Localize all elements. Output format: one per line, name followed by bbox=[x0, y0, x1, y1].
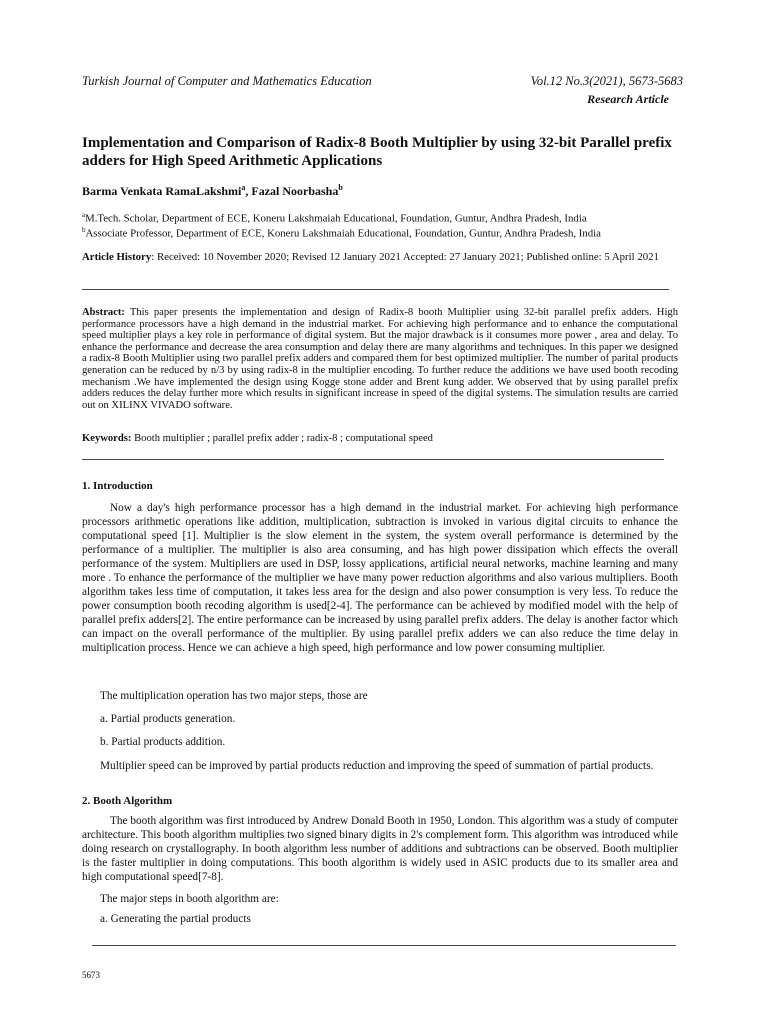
divider bbox=[82, 459, 664, 460]
affiliation-text: Associate Professor, Department of ECE, Koneru Lakshmaiah Educational, Foundation, Guntur, Andhra Pradesh, India bbox=[85, 227, 601, 240]
volume-info: Vol.12 No.3(2021), 5673-5683 bbox=[530, 74, 683, 88]
author-superscript: a bbox=[241, 183, 246, 192]
page-number: 5673 bbox=[82, 970, 100, 980]
paper-title: Implementation and Comparison of Radix-8 Booth Multiplier by using 32-bit Parallel prefix adders for High Speed Arithmetic Applications bbox=[82, 135, 672, 169]
abstract-label: Abstract: bbox=[82, 307, 125, 318]
section-heading: 1. Introduction bbox=[82, 480, 153, 492]
affiliation-marker: b bbox=[82, 226, 86, 234]
list-item: a. Generating the partial products bbox=[100, 913, 251, 925]
paragraph: The multiplication operation has two major steps, those are bbox=[100, 690, 368, 702]
abstract-text: This paper presents the implementation and design of Radix-8 booth Multiplier using 32-bit parallel prefix adders. High performance processors have a high demand in the industrial market. For achieving high performance and to enhance the computational speed multiplier plays a key role in performance of digital system. But the major drawback is it consumes more power , area and delay. To enhance the performance and decrease the area consumption and delay there are many algorithms and techniques. In this paper we designed a radix-8 Booth Multiplier using two parallel prefix adders and compared them for best optimized multiplier. The number of parital products generation can be reduced by n/3 by using radix-8 in the multiplier encoding. To further reduce the additions we have used booth recoding mechanism .We have implemented the design using Kogge stone adder and Brent kung adder. We observed that by using parallel prefix adders reduces the delay further more which results in significant increase in speed of the digital systems. The simulation results are carried out on XILINX VIVADO software. bbox=[82, 307, 678, 411]
paragraph: Now a day's high performance processor has a high demand in the industrial market. For achieving high performance processors arithmetic operations like addition, multiplication, subtraction is invoked in various digital circuits to enhance the computational speed [1]. Multiplier is the slow element in the system, the system overall performance is determined by the performance of a multiplier. The multiplier is also area consuming, and has high power dissipation which effects the overall performance of the system. Multipliers are used in DSP, lossy applications, artificial neural networks, machine learning and many more . To enhance the performance of the multiplier we have many power reduction algorithms and also various multipliers. Booth algorithm takes less time of computation, it takes less area for the design and also power consumption is very less. To reduce the power consumption booth recoding algorithm is used[2-4]. The performance can be achieved by modified model with the help of parallel prefix adders[2]. The entire performance can be increased by using parallel prefix adders. The delay is another factor which can impact on the overall performance of the multiplier. By using parallel prefix adders we can also reduce the time delay in multiplication process. Hence we can achieve a high speed, high performance and low power consuming multiplier. bbox=[82, 502, 678, 654]
journal-name: Turkish Journal of Computer and Mathematics Education bbox=[82, 74, 372, 88]
history-label: Article History bbox=[82, 251, 152, 263]
author-separator: , bbox=[245, 184, 252, 198]
article-history bbox=[82, 251, 678, 263]
author-name: Barma Venkata RamaLakshmi bbox=[82, 184, 242, 198]
divider bbox=[82, 289, 669, 290]
affiliation-text: M.Tech. Scholar, Department of ECE, Koneru Lakshmaiah Educational, Foundation, Guntur, Andhra Pradesh, India bbox=[85, 212, 587, 225]
keywords-text: Booth multiplier ; parallel prefix adder ; radix-8 ; computational speed bbox=[131, 433, 433, 444]
abstract bbox=[82, 307, 678, 411]
history-text: : Received: 10 November 2020; Revised 12 January 2021 Accepted: 27 January 2021; Published online: 5 April 2021 bbox=[151, 251, 659, 263]
paragraph: Multiplier speed can be improved by partial products reduction and improving the speed of summation of partial products. bbox=[100, 760, 654, 772]
footer-divider bbox=[92, 945, 676, 946]
section-heading: 2. Booth Algorithm bbox=[82, 795, 173, 807]
author-superscript: b bbox=[338, 183, 343, 192]
affiliation-marker: a bbox=[82, 211, 86, 219]
paragraph: The booth algorithm was first introduced by Andrew Donald Booth in 1950, London. This algorithm was a study of computer architecture. This booth algorithm multiplies two signed binary digits in 2's complement form. This algorithm was introduced while doing research on crystallography. In booth algorithm less number of additions and subtractions can be observed. Booth multiplier is the faster multiplier in doing computations. This booth algorithm is widely used in ASIC products due to its smaller area and high computational speed[7-8]. bbox=[82, 815, 679, 883]
keywords bbox=[82, 433, 678, 444]
author-name: Fazal Noorbasha bbox=[251, 184, 339, 198]
list-item: b. Partial products addition. bbox=[100, 736, 226, 748]
author-list bbox=[82, 183, 343, 199]
article-type: Research Article bbox=[587, 92, 669, 106]
affiliation bbox=[82, 226, 601, 240]
paragraph: The major steps in booth algorithm are: bbox=[100, 893, 279, 905]
affiliation bbox=[82, 211, 587, 225]
list-item: a. Partial products generation. bbox=[100, 713, 236, 725]
keywords-label: Keywords: bbox=[82, 433, 132, 444]
